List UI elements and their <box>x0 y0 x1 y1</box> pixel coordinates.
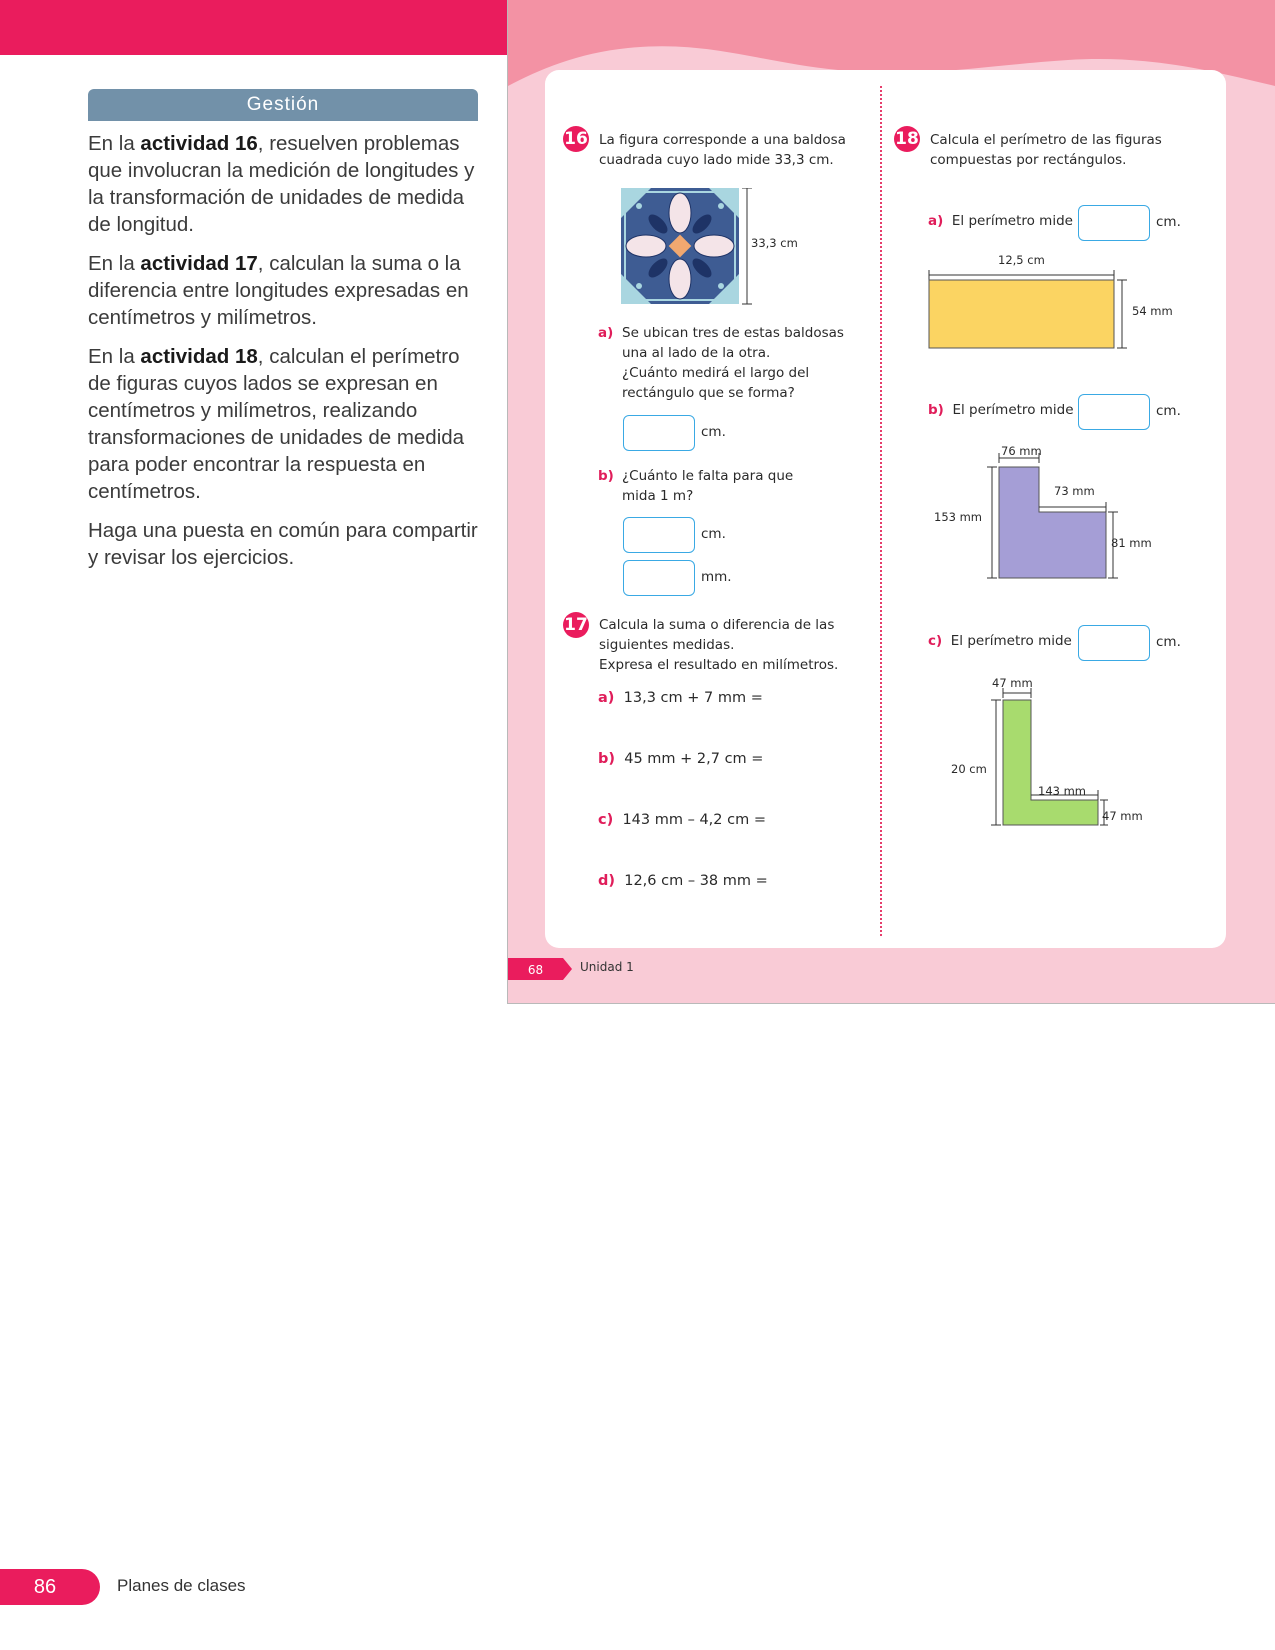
activity-ref: actividad 16 <box>140 132 258 155</box>
item-label: c) <box>598 812 614 828</box>
answer-box-18b[interactable] <box>1078 394 1150 430</box>
activity-16-badge: 16 <box>563 126 589 152</box>
activity-16b <box>598 466 793 506</box>
activity-18-prompt <box>930 130 1162 170</box>
item-text: El perímetro mide <box>952 402 1074 418</box>
prompt-line: La figura corresponde a una baldosa <box>599 132 846 148</box>
item-label: c) <box>928 633 943 649</box>
column-divider <box>880 86 882 936</box>
activity-17-prompt <box>599 615 838 675</box>
activity-18c <box>928 631 1072 651</box>
top-accent-bar <box>0 0 508 55</box>
l-right-label: 47 mm <box>1102 809 1143 823</box>
answer-box-18a[interactable] <box>1078 205 1150 241</box>
paragraph-closing: Haga una puesta en común para compartir y revisar los ejercicios. <box>88 519 478 569</box>
unit-label: cm. <box>701 526 726 542</box>
step-inner-label: 73 mm <box>1054 484 1095 498</box>
unit-label: cm. <box>1156 214 1181 230</box>
activity-18a <box>928 211 1073 231</box>
item-16a-text <box>622 323 844 403</box>
gestion-body <box>88 130 483 583</box>
footer-label: Planes de clases <box>117 1576 246 1595</box>
activity-17a <box>598 688 763 708</box>
answer-box-16b-mm[interactable] <box>623 560 695 596</box>
item-label: a) <box>598 325 614 341</box>
answer-box-18c[interactable] <box>1078 625 1150 661</box>
unit-label: cm. <box>1156 634 1181 650</box>
paragraph-activity-18 <box>88 343 483 505</box>
item-text: El perímetro mide <box>950 633 1072 649</box>
activity-17d <box>598 871 768 891</box>
item-text: El perímetro mide <box>951 213 1073 229</box>
item-16b-text <box>622 466 793 506</box>
expression: 12,6 cm – 38 mm = <box>624 873 768 889</box>
activity-ref: actividad 18 <box>140 345 258 368</box>
text-line: rectángulo que se forma? <box>622 385 795 401</box>
text: En la <box>88 345 141 368</box>
activity-17-badge: 17 <box>563 612 589 638</box>
step-shape-figure <box>984 452 1124 582</box>
l-left-label: 20 cm <box>951 762 987 776</box>
item-label: b) <box>928 402 944 418</box>
unit-label: cm. <box>701 424 726 440</box>
tile-side-label: 33,3 cm <box>751 236 798 250</box>
item-label: d) <box>598 873 616 889</box>
text-line: mida 1 m? <box>622 488 694 504</box>
page-number: 68 <box>527 963 544 977</box>
answer-box-16a[interactable] <box>623 415 695 451</box>
l-base-label: 143 mm <box>1038 784 1087 798</box>
activity-17c <box>598 810 766 830</box>
text-line: Calcula la suma o diferencia de las <box>599 617 835 633</box>
text-line: siguientes medidas. <box>599 637 735 653</box>
text-line: ¿Cuánto medirá el largo del <box>622 365 810 381</box>
text: , resuelven problemas que involucran la medición de longitudes y la transformación de unidades de medida de longitud. <box>88 132 475 236</box>
expression: 45 mm + 2,7 cm = <box>624 751 764 767</box>
step-left-label: 153 mm <box>934 510 983 524</box>
l-shape-figure <box>988 685 1108 835</box>
activity-16a <box>598 323 844 403</box>
expression: 13,3 cm + 7 mm = <box>623 690 763 706</box>
text: En la <box>88 132 141 155</box>
item-label: b) <box>598 751 616 767</box>
gestion-heading: Gestión <box>88 89 478 121</box>
item-label: a) <box>928 213 944 229</box>
paragraph-activity-16 <box>88 130 483 238</box>
step-top-label: 76 mm <box>1001 444 1042 458</box>
activity-16-prompt <box>599 130 846 170</box>
unit-label: mm. <box>701 569 732 585</box>
unit-label: cm. <box>1156 403 1181 419</box>
text-line: Expresa el resultado en milímetros. <box>599 657 839 673</box>
activity-18-badge: 18 <box>894 126 920 152</box>
item-label: a) <box>598 690 615 706</box>
footer-page-number: 86 <box>33 1576 57 1598</box>
text-line: ¿Cuánto le falta para que <box>622 468 794 484</box>
rectangle-figure <box>919 268 1129 353</box>
paragraph-activity-17 <box>88 250 483 331</box>
prompt-line: Calcula el perímetro de las figuras <box>930 132 1162 148</box>
text-line: una al lado de la otra. <box>622 345 771 361</box>
step-right-label: 81 mm <box>1111 536 1152 550</box>
text: , calculan el perímetro de figuras cuyos lados se expresan en centímetros y milímetros, realizando transformaciones de unidades de medida para poder encontrar la respuesta en centímetros. <box>88 345 465 503</box>
rect-height-label: 54 mm <box>1132 304 1173 318</box>
l-top-label: 47 mm <box>992 676 1033 690</box>
student-book-page <box>507 0 1275 1004</box>
expression: 143 mm – 4,2 cm = <box>622 812 766 828</box>
answer-box-16b-cm[interactable] <box>623 517 695 553</box>
prompt-line: compuestas por rectángulos. <box>930 152 1127 168</box>
unit-label: Unidad 1 <box>580 960 634 974</box>
activity-17b <box>598 749 763 769</box>
text: En la <box>88 252 141 275</box>
rect-width-label: 12,5 cm <box>998 253 1045 267</box>
text-line: Se ubican tres de estas baldosas <box>622 325 844 341</box>
text: , calculan la suma o la diferencia entre longitudes expresadas en centímetros y milímetros. <box>88 252 469 329</box>
prompt-line: cuadrada cuyo lado mide 33,3 cm. <box>599 152 834 168</box>
activity-ref: actividad 17 <box>140 252 258 275</box>
item-label: b) <box>598 468 614 484</box>
activity-18b <box>928 400 1074 420</box>
